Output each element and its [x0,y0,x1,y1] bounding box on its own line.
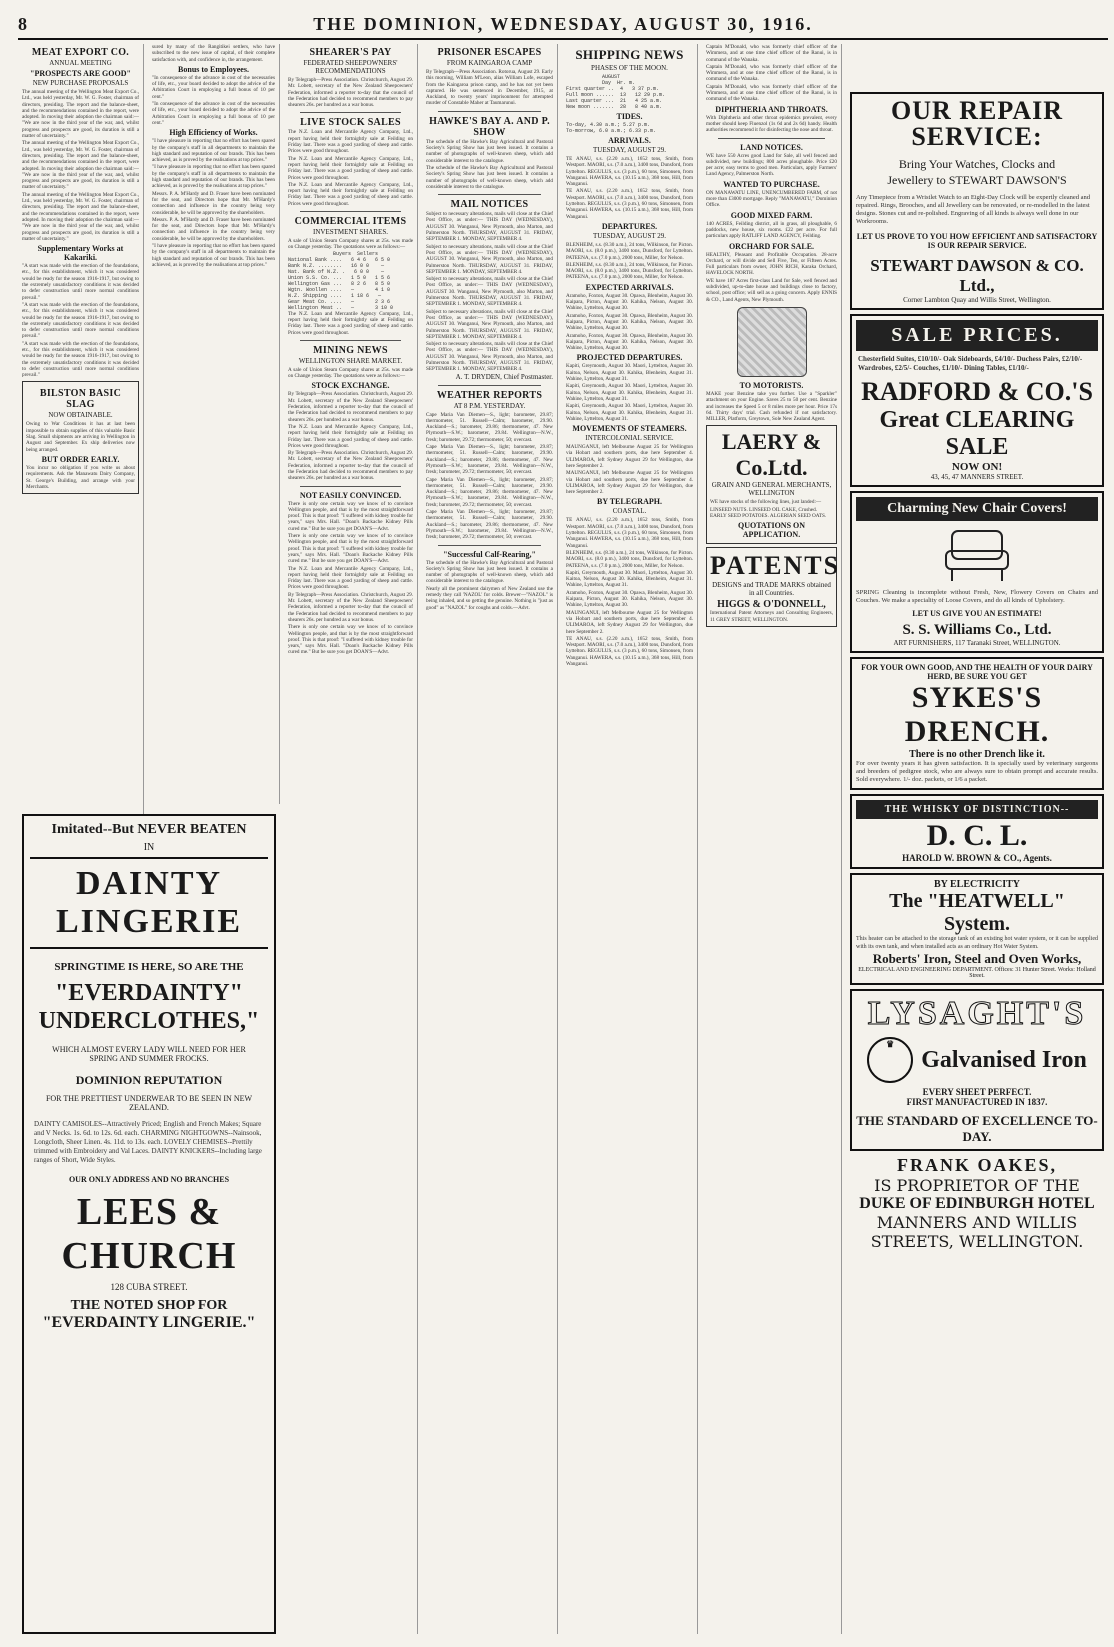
article-paragraph: Cape Maria Van Diemen—S., light; barometer, 29.87; thermometer, 51. Russell—Calm; barometer, 29.90. Auckland—S.; barometer, 29.86; thermometer, 47. New Plymouth—S.W.; barometer, 29.84. Wellington—N.W., fresh; barometer, 29.72; thermometer, 50; overcast. [426,509,553,541]
advert-tagline: Bring Your Watches, Clocks and Jewellery to STEWART DAWSON'S [887,157,1067,187]
article-subhead: PHASES OF THE MOON. [591,64,668,72]
article-subhead: INVESTMENT SHARES. [313,228,388,237]
crown-trademark-icon: ♛ [867,1037,913,1083]
article-paragraph: Captain M'Donald, who was formerly chief officer of the Wimmera, and at one time chief officer of the Ranui, is in command of the Wanaka. [706,83,837,103]
divider [438,385,541,386]
divider [438,545,541,546]
article-paragraph: Messrs. P. A. M'Hardy and D. Fraser have been nominated for the seat, and Directors hope that Mr. M'Hardy's connection and influence in the country being very considerable, he will be approved by the shareholders. [152,190,275,216]
advert-address: ELECTRICAL AND ENGINEERING DEPARTMENT. Offices: 31 Hunter Street. Works: Holland Street. [858,967,1096,979]
advert-address: 43, 45, 47 MANNERS STREET. [930,473,1024,481]
advert-title: BILSTON BASIC SLAG [39,388,122,411]
advert-product: "EVERDAINTY" UNDERCLOTHES," [38,980,260,1034]
article-subhead: NOT EASILY CONVINCED. [299,490,402,500]
advert-title: The "HEATWELL" System. [889,890,1065,935]
advert-body: You incur no obligation if you write us about requirements. Ask the Manawatu Dairy Company, St. George's Building, and arrange with your Merchants. [26,464,135,490]
repair-service-advert [850,92,1104,310]
lees-church-advert [22,814,276,1634]
advert-firm: Roberts' Iron, Steel and Oven Works, [872,951,1082,966]
article-paragraph: "I have pleasure in reporting that no effort has been spared by the company's staff in all departments to maintain the high standard and reputation of our brands. This has been achieved, as is proved by the realisations at top prices." [152,138,275,164]
advert-title: SYKES'S DRENCH. [904,681,1050,748]
article-subhead: TUESDAY, AUGUST 29. [593,231,666,240]
article-paragraph: There is only one certain way we know of to convince Wellington people, and that is by the most straightforward proof. This is that proof: "I suffered with kidney trouble for years," says Mrs. Hall. "Doan's Backache Kidney Pills cured me." But be sure you get DOAN'S—Advt. [288,533,413,565]
article-paragraph: The N.Z. Loan and Mercantile Agency Company, Ltd., report having held their fortnightly sale at Feilding on Friday last. There was a good yarding of sheep and cattle. Prices were good throughout. [288,155,413,181]
advert-title: D. C. L. [926,819,1028,852]
advert-address: MANNERS AND WILLIS STREETS, WELLINGTON. [870,1213,1084,1251]
article-subhead: GOOD MIXED FARM. [730,210,813,220]
advert-list: LINSEED NUTS. LINSEED OIL CAKE, Crushed. EARLY SEED POTATOES. ALGERIAN SEED OATS. [710,506,827,519]
advert-callout: QUOTATIONS ON APPLICATION. [737,521,806,540]
advert-firm: S. S. Williams Co., Ltd. [902,622,1052,638]
article-subhead: AT 8 P.M. YESTERDAY. [453,401,526,410]
advert-callout: BUT ORDER EARLY. [41,454,120,464]
advert-body: Owing to War Conditions it has at last been impossible to obtain supplies of this valuable Basic Slag. Small shipments are arriving in Wellington in August and September. Ex ship deliveries now being arranged. [26,421,135,453]
article-paragraph: The schedule of the Hawke's Bay Agricultural and Pastoral Society's Spring Show has just been issued. It contains a number of photographs of well-known sheep, which add considerable interest to the catalogue. [426,138,553,164]
article-paragraph: Aramoho, Foxton, August 30. Opawa, Blenheim, August 30. Kaipara, Picton, August 30. Kahika, Nelson, August 30. Wahine, Lyttelton, August 30. [566,589,693,609]
divider [438,194,541,195]
advert-banner: SALE PRICES. [856,320,1098,351]
divider [300,486,401,487]
article-subhead: ARRIVALS. [608,136,651,145]
article-paragraph: MAUNGANUI, left Melbourne August 25 for Wellington via Hobart and southern ports, due here September 4. ULIMAROA, left Sydney August 29 for Wellington, due here September 2. [566,444,693,469]
article-signature: A. T. DRYDEN, Chief Postmaster. [455,372,553,381]
article-paragraph: Subject to necessary alterations, mails will close at the Chief Post Office, as under:— THIS DAY (WEDNESDAY), AUGUST 30. Wanganui, New Plymouth, also Marton, and Palmerston North. THURSDAY, AUGUST 31. FRIDAY, SEPTEMBER 1. MONDAY, SEPTEMBER 4. [426,341,553,373]
advert-body: WE have stocks of the following lines, just landed:— [710,499,822,506]
article-subhead: MOVEMENTS OF STEAMERS. [572,424,687,434]
article-paragraph: Nearly all the prominent dairymen of New Zealand use the remedy they call 'NAZOL' for colds. Brewer—"NAZOL" is being inhaled, and so getting the genuine. Nothing is "just as good" as "NAZOL" for coughs and colds.—Advt. [426,585,553,611]
article-paragraph: The N.Z. Loan and Mercantile Agency Company, Ltd., report having held their fortnightly sale at Feilding on Friday last. There was a good yarding of sheep and cattle. Prices were good throughout. [288,129,413,155]
article-title: MEAT EXPORT CO. [31,47,130,58]
article-paragraph: Captain M'Donald, who was formerly chief officer of the Wimmera, and at one time chief officer of the Ranui, is in command of the Wanaka. [706,63,837,83]
divider [300,340,401,341]
article-subhead: COASTAL. [612,507,647,516]
article-subhead: ANNUAL MEETING [49,59,112,67]
sykes-drench-advert [850,657,1104,790]
advert-title: Great CLEARING SALE [879,407,1075,460]
slag-advert [22,381,139,494]
article-paragraph: Subject to necessary alterations, mails will close at the Chief Post Office, as under:— THIS DAY (WEDNESDAY), AUGUST 30. Wanganui, New Plymouth, also Marton, and Palmerston North. THURSDAY, AUGUST 31. FRIDAY, SEPTEMBER 1. MONDAY, SEPTEMBER 4. [426,308,553,340]
article-paragraph: Aramoho, Foxton, August 30. Opawa, Blenheim, August 30. Kaipara, Picton, August 30. Kahika, Nelson, August 30. Wahine, Lyttelton, August 30. [566,312,693,332]
advert-callout: There is no other Drench like it. [909,749,1045,760]
advert-body: Any Timepiece from a Wristlet Watch to an Eight-Day Clock will be expertly cleaned and repaired. Rings, Brooches, and all Jewellery can be renovated, or re-modelled in the latest designs. Stones cut and re-polished. Engraving of all kinds is always well done in our Workrooms. [856,194,1090,225]
article-paragraph: "I have pleasure in reporting that no effort has been spared by the company's staff in all departments to maintain the high standard and reputation of our brands. This has been achieved, as is proved by the realisations at top prices." [152,243,275,268]
divider [300,211,401,212]
advert-name: FRANK OAKES, [896,1155,1057,1175]
advert-title: LYSAGHT'S [867,995,1087,1032]
advert-firm: HIGGS & O'DONNELL, [717,599,826,611]
advert-street: 128 CUBA STREET. [110,1282,188,1292]
article-paragraph: "I have pleasure in reporting that no effort has been spared by the company's staff in all departments to maintain the high standard and reputation of our brands. This has been achieved, as is proved by the realisations at top prices." [152,164,275,190]
advert-lead: FOR YOUR OWN GOOD, AND THE HEALTH OF YOUR DAIRY HERD, BE SURE YOU GET [861,663,1093,681]
divider [438,111,541,112]
article-paragraph: The N.Z. Loan and Mercantile Agency Company, Ltd., report having held their fortnightly sale at Feilding on Friday last. There was a good yarding of sheep and cattle. Prices were good throughout. [288,423,413,449]
classified-ad: WE have 187 Acres first-class Land for Sale, well fenced and subdivided, up-to-date house and buildings close to factory, school, post office; will sell as a going concern. Apply ENNIS & CO., Land Agents, New Plymouth. [706,277,837,303]
article-paragraph: The N.Z. Loan and Mercantile Agency Company, Ltd., report having held their fortnightly sale at Feilding on Friday last. There was a good yarding of sheep and cattle. Prices were good throughout. [288,310,413,336]
article-paragraph: There is only one certain way we know of to convince Wellington people, and that is by the most straightforward proof. This is that proof: "I suffered with kidney trouble for years," says Mrs. Hall. "Doan's Backache Kidney Pills cured me." But be sure you get DOAN'S—Advt. [288,500,413,532]
article-paragraph: Subject to necessary alterations, mails will close at the Chief Post Office, as under:— THIS DAY (WEDNESDAY), AUGUST 30. Wanganui, New Plymouth, also Marton, and Palmerston North. THURSDAY, AUGUST 31. FRIDAY, SEPTEMBER 1. MONDAY, SEPTEMBER 4. [426,211,553,243]
article-paragraph: TE ANAU, s.s. (2.20 a.m.), 1652 tons, Smith, from Westport. MAORI, s.s. (7.0 a.m.), 3400 tons, Dunsford, from Lyttelton. REGULUS, s.s. (3 p.m.), 60 tons, Simonsen, from Wanganui. HAWERA, s.s. (10.15 a.m.), 368 tons, Hill, from Wanganui. [566,188,693,220]
article-title: SHIPPING NEWS [575,47,684,62]
article-subhead: FEDERATED SHEEPOWNERS' RECOMMENDATIONS [303,59,398,75]
article-paragraph: By Telegraph—Press Association. Christchurch, August 29. Mr. Lobett, secretary of the New Zealand Sheepowners' Federation, informed a reporter to-day that the council of the Federation had decided to recommend members to pay shearers 26s. per hundred as a war bonus. [288,77,413,109]
advert-callout: FIRST MANUFACTURED IN 1837. [906,1097,1048,1107]
article-paragraph: The schedule of the Hawke's Bay Agricultural and Pastoral Society's Spring Show has just been issued. It contains a number of photographs of well-known sheep, which add considerable interest to the catalogue. [426,559,553,585]
article-paragraph: Kapiti, Greymouth, August 30. Maori, Lyttelton, August 30. Kaitoa, Nelson, August 30. Kahika, Blenheim, August 31. Wahine, Lyttelton, August 31. [566,363,693,383]
article-title: LIVE STOCK SALES [300,117,401,129]
article-paragraph: Messrs. P. A. M'Hardy and D. Fraser have been nominated for the seat, and Directors hope that Mr. M'Hardy's connection and influence in the country being very considerable, he will be approved by the shareholders. [152,216,275,242]
advert-banner: Charming New Chair Covers! [856,497,1098,521]
advert-shop-2: "EVERDAINTY LINGERIE." [42,1314,256,1331]
article-subhead: WELLINGTON SHARE MARKET. [298,356,403,365]
share-table: Buyers Sellers National Bank .... 6 4 6 6 5 0 Bank N.Z. ........ 16 0 0 — Nat. Bank of N.Z. . 6 0 0 — Union S.S. Co. ... 1 5 0 1 5 6 Wellington Gas ... 8 2 6 8 5 0 Wgtn. Woollen .... — 4 1 0 N.Z. Shipping .... 1 18 6 — Gear Meat Co. .... — 2 3 6 Wellington Meat .. — 3 10 0 [288,250,394,311]
classified-ad: WE have 550 Acres good Land for Sale, all well fenced and subdivided, new buildings; 800 acres ploughable. Price £20 per acre; easy terms to good men. Particulars, apply Farmers' Land Agency, Palmerston North. [706,152,837,178]
advert-shop: THE NOTED SHOP FOR [70,1298,228,1313]
article-subhead: DIPHTHERIA AND THROATS. [715,104,828,114]
dcl-whisky-advert [850,794,1104,869]
advert-in: IN [143,842,155,853]
article-paragraph: BLENHEIM, s.s. (8.30 a.m.), 24 tons, Wilkinson, for Picton. MAORI, s.s. (8.0 p.m.), 3400 tons, Dunsford, for Lyttelton. PATEENA, s.s. (7.0 p.m.), 2000 tons, Miller, for Nelson. [566,261,693,281]
advert-body: International Patent Attorneys and Consulting Engineers, 11 GREY STREET, WELLINGTON. [710,610,833,623]
article-paragraph: Subject to necessary alterations, mails will close at the Chief Post Office, as under:— THIS DAY (WEDNESDAY), AUGUST 30. Wanganui, New Plymouth, also Marton, and Palmerston North. THURSDAY, AUGUST 31. FRIDAY, SEPTEMBER 1. MONDAY, SEPTEMBER 4. [426,243,553,275]
article-paragraph: A sale of Union Steam Company shares at 25s. was made on Change yesterday. The quotations were as follows:— [288,238,413,251]
page-header [18,10,1108,40]
advert-brand: DAINTY LINGERIE [30,857,268,949]
advert-body: This heater can be attached to the storage tank of an existing hot water system, or it can be supplied with its own tank, and when installed acts as an ordinary Hot Water System. [856,936,1098,950]
article-paragraph: With Diphtheria and other throat epidemics prevalent, every mother should keep Fluenzol (1s 6d and 2s 6d) handy. Health authorities recommend it for disinfecting the nose and throat. [706,114,837,134]
article-title: HAWKE'S BAY A. AND P. SHOW [429,115,550,138]
advert-title: PATENTS [710,551,841,581]
article-subhead: PROJECTED DEPARTURES. [576,353,683,363]
article-title: SHEARER'S PAY [309,47,392,58]
advert-title: DUKE OF EDINBURGH HOTEL [859,1195,1095,1212]
column-5 [562,44,698,1634]
column-7-adverts [846,44,1108,1640]
article-subhead: INTERCOLONIAL SERVICE. [585,434,674,443]
radford-advert [850,314,1104,487]
article-paragraph: The annual meeting of the Wellington Meat Export Co., Ltd., was held yesterday, Mr. W. G. Foster, chairman of directors, presiding. The report and the balance-sheet, and the recommendations contained in the report, were adopted. In moving their adoption the chairman said:— "We are now in the third year of the war, and, whilst progress and prospects are good, its duration is still a matter of uncertainty." [22,191,139,242]
advert-address: ART FURNISHERS, 117 Taranaki Street, WELLINGTON. [893,639,1061,647]
article-title: MINING NEWS [313,344,388,356]
article-paragraph: Aramoho, Foxton, August 30. Opawa, Blenheim, August 30. Kaipara, Picton, August 30. Kahika, Nelson, August 30. Wahine, Lyttelton, August 30. [566,332,693,352]
article-paragraph: The annual meeting of the Wellington Meat Export Co., Ltd., was held yesterday, Mr. W. G. Foster, chairman of directors, presiding. The report and the balance-sheet, and the recommendations contained in the report, were adopted. In moving their adoption the chairman said:— "We are now in the third year of the war, and, whilst progress and prospects are good, its duration is still a matter of uncertainty." [22,89,139,140]
laery-advert [706,425,837,544]
moon-table: AUGUST Day Hr. m. First quarter .. 4 3 37 p.m. Full moon ...... 13 12 29 p.m. Last quarter ... 21 4 25 a.m. New moon ....... 28 8 40 a.m. [566,74,666,110]
divider [718,138,825,139]
advert-slogan: THE STANDARD OF EXCELLENCE TO-DAY. [856,1113,1098,1144]
article-subhead: High Efficiency of Works. [169,128,258,138]
advert-subtitle: NOW OBTAINABLE. [48,411,113,420]
motorist-illustration [737,307,807,377]
article-paragraph: By Telegraph—Press Association. Rotorua, August 29. Early this morning, William M'Leon, alias William Lofe, escaped from the Kaingaroa prison camp, and he has not yet been captured. He was sentenced in December, 1915, at Auckland, to twenty years' imprisonment for attempted murder of Constable Maher at Taumarunui. [426,69,553,107]
advert-callout: NOW ON! [951,461,1003,473]
masthead: THE DOMINION, WEDNESDAY, AUGUST 30, 1916. [313,14,813,34]
article-paragraph: Kapiti, Greymouth, August 30. Maori, Lyttelton, August 30. Kaitoa, Nelson, August 30. Kahika, Blenheim, August 31. Wahine, Lyttelton, August 31. [566,569,693,589]
article-subhead: STOCK EXCHANGE. [311,381,390,391]
article-paragraph: Kapiti, Greymouth, August 30. Maori, Lyttelton, August 30. Kaitoa, Nelson, August 30. Kahika, Blenheim, August 31. Wahine, Lyttelton, August 31. [566,403,693,422]
article-paragraph: By Telegraph—Press Association. Christchurch, August 29. Mr. Lobett, secretary of the New Zealand Sheepowners' Federation, informed a reporter to-day that the council of the Federation had decided to recommend members to pay shearers 26s. per hundred as a war bonus. [288,391,413,423]
column-6 [702,44,842,1634]
article-title: WEATHER REPORTS [436,389,543,401]
advert-product: Galvanised Iron [921,1046,1087,1073]
article-subhead: ORCHARD FOR SALE. [728,241,815,251]
patents-advert [706,547,841,627]
article-subhead: NEW PURCHASE PROPOSALS [32,79,129,87]
column-2 [148,44,280,804]
article-subhead: Supplementary Works at Kakariki. [37,244,124,263]
article-paragraph: Kapiti, Greymouth, August 30. Maori, Lyttelton, August 30. Kaitoa, Nelson, August 30. Kahika, Blenheim, August 31. Wahine, Lyttelton, August 31. [566,383,693,402]
article-subhead: LAND NOTICES. [740,142,803,152]
article-title: PRISONER ESCAPES [437,47,542,58]
advert-lead: Imitated--But NEVER BEATEN [51,822,247,837]
classified-ad: 140 ACRES, Feilding district, all in grass, all ploughable, 6 paddocks, new house, six rooms. £22 per acre. For full particulars apply RATLIFF LAND AGENCY, Feilding. [706,220,837,240]
advert-tagline: WHICH ALMOST EVERY LADY WILL NEED FOR HER SPRING AND SUMMER FROCKS. [52,1045,246,1063]
article-paragraph: TE ANAU, s.s. (2.20 a.m.), 1652 tons, Smith, from Westport. MAORI, s.s. (7.0 a.m.), 3400 tons, Dunsford, from Lyttelton. REGULUS, s.s. (3 p.m.), 60 tons, Simonsen, from Wanganui. HAWERA, s.s. (10.15 a.m.), 368 tons, Hill, from Wanganui. [566,156,693,188]
article-paragraph: BLENHEIM, s.s. (8.30 a.m.), 24 tons, Wilkinson, for Picton. MAORI, s.s. (8.0 p.m.), 3400 tons, Dunsford, for Lyttelton. PATEENA, s.s. (7.0 p.m.), 2000 tons, Miller, for Nelson. [566,549,693,569]
article-subhead: "PROSPECTS ARE GOOD" [30,69,131,78]
advert-callout: LET US PROVE TO YOU HOW EFFICIENT AND SATISFACTORY IS OUR REPAIR SERVICE. [856,232,1098,250]
article-title: COMMERCIAL ITEMS [294,216,407,228]
advert-body: For over twenty years it has given satisfaction. It is specially used by veterinary surgeons and breeders of pedigree stock, who are always sure to obtain prompt and accurate results. Sold everywhere. 1/- doz. packets, or 1/6 a packet. [856,760,1098,783]
advert-spring: SPRINGTIME IS HERE, SO ARE THE [54,961,244,973]
article-title: MAIL NOTICES [450,199,529,211]
advert-callout: EVERY SHEET PERFECT. [922,1087,1032,1097]
article-paragraph: Captain M'Donald, who was formerly chief officer of the Wimmera, and at one time chief officer of the Ranui, is in command of the Wanaka. [706,44,837,63]
advert-best: FOR THE PRETTIEST UNDERWEAR TO BE SEEN IN NEW ZEALAND. [45,1094,253,1112]
advert-title: OUR REPAIR SERVICE: [890,96,1064,151]
article-paragraph: "A start was made with the erection of the foundations, etc., for this establishment, which it was considered would be ready for the season 1916-1917, but owing to the extremely unsatisfactory conditions it was decided to defer construction until more normal conditions prevail." [22,340,139,379]
classified-ad: MAKE your Benzine take you further. Use a "Sparkler" attachment on your Engine. Saves 25 to 50 per cent. Benzine and increases the Speed 5 or 8 miles more per hour. Price 17s 6d. Thirty days' trial. Cash refunded if not satisfactory. MILLER, Platform, Greytown, Sole New Zealand Agent. [706,390,837,423]
advert-subtitle: DESIGNS and TRADE MARKS obtained in all Countries. [712,581,831,598]
article-subhead: "Successful Calf-Rearing," [443,549,536,559]
article-subhead: BY TELEGRAPH. [597,497,662,507]
article-subhead: TIDES. [616,112,643,121]
advert-firm: LEES & CHURCH [61,1191,237,1277]
advert-firm: STEWART DAWSON & CO. Ltd., [870,256,1084,295]
tides-table: To-day, 4.30 a.m.; 5.27 p.m. To-morrow, 6.0 a.m.; 6.33 p.m. [566,122,657,134]
article-paragraph: There is only one certain way we know of to convince Wellington people, and that is by the most straightforward proof. This is that proof: "I suffered with kidney trouble for years," says Mrs. Hall. "Doan's Backache Kidney Pills cured me." But be sure you get DOAN'S—Advt. [288,624,413,656]
article-paragraph: The N.Z. Loan and Mercantile Agency Company, Ltd., report having held their fortnightly sale at Feilding on Friday last. There was a good yarding of sheep and cattle. Prices were good throughout. [288,565,413,591]
article-paragraph: sured by many of the Rangitikei settlers, who have subscribed to the new issue of capital, of their complete satisfaction with, and confidence in, the arrangement. [152,44,275,63]
article-subhead: TUESDAY, AUGUST 29. [593,146,666,154]
article-paragraph: "In consequence of the advance in cost of the necessaries of life, etc., your board decided to adopt the advice of the Arbitration Court in employing a full bonus of 10 per cent." [152,101,275,126]
article-subhead: EXPECTED ARRIVALS. [585,282,674,292]
advert-text: IS PROPRIETOR OF THE [874,1176,1080,1195]
article-paragraph: A sale of Union Steam Company shares at 25s. was made on Change yesterday. The quotations were as follows:— [288,366,413,380]
article-paragraph: Cape Maria Van Diemen—S., light; barometer, 29.87; thermometer, 51. Russell—Calm; barometer, 29.90. Auckland—S.; barometer, 29.86; thermometer, 47. New Plymouth—S.W.; barometer, 29.84. Wellington—N.W., fresh; barometer, 29.72; thermometer, 50; overcast. [426,444,553,476]
article-paragraph: "A start was made with the erection of the foundations, etc., for this establishment, which it was considered would be ready for the season 1916-1917, but owing to the extremely unsatisfactory conditions it was decided to defer construction until more normal conditions prevail." [22,301,139,340]
page-number: 8 [18,14,27,34]
advert-lead: BY ELECTRICITY [933,879,1021,890]
article-paragraph: Cape Maria Van Diemen—S., light; barometer, 29.87; thermometer, 51. Russell—Calm; barometer, 29.90. Auckland—S.; barometer, 29.86; thermometer, 47. New Plymouth—S.W.; barometer, 29.84. Wellington—N.W., fresh; barometer, 29.72; thermometer, 50; overcast. [426,411,553,443]
advert-banner: THE WHISKY OF DISTINCTION-- [856,800,1098,819]
divider [300,112,401,113]
advert-firm: HAROLD W. BROWN & CO., Agents. [902,853,1052,863]
article-paragraph: TE ANAU, s.s. (2.20 a.m.), 1652 tons, Smith, from Westport. MAORI, s.s. (7.0 a.m.), 3400 tons, Dunsford, from Lyttelton. REGULUS, s.s. (3 p.m.), 60 tons, Simonsen, from Wanganui. HAWERA, s.s. (10.15 a.m.), 368 tons, Hill, from Wanganui. [566,517,693,549]
article-subhead: TO MOTORISTS. [739,380,804,390]
column-3 [284,44,418,1634]
article-subhead: FROM KAINGAROA CAMP [446,59,533,67]
article-paragraph: "In consequence of the advance in cost of the necessaries of life, etc., your board decided to adopt the advice of the Arbitration Court in employing a full bonus of 10 per cent." [152,74,275,100]
armchair-icon [940,525,1014,585]
advert-firm: LAERY & Co.Ltd. [721,429,822,481]
hotel-advert [850,1155,1104,1251]
advert-address-note: OUR ONLY ADDRESS AND NO BRANCHES [68,1175,230,1184]
advert-subtitle: GRAIN AND GENERAL MERCHANTS, WELLINGTON [711,481,832,498]
advert-prices: Chesterfield Suites, £10/10/- Oak Sideboards, £4/10/- Duchess Pairs, £2/10/- Wardrobes, £2/5/- Couches, £1/10/- Dining Tables, £1/10/- [858,355,1083,372]
classified-ad: HEALTHY, Pleasant and Profitable Occupation. 28-acre Orchard, or will divide and Sell Five, Ten, or Fifteen Acres. Full particulars from owner, JOHN RICH, Karaka Orchard, HAVELOCK NORTH. [706,251,837,277]
article-paragraph: MAUNGANUI, left Melbourne August 25 for Wellington via Hobart and southern ports, due here September 4. ULIMAROA, left Sydney August 29 for Wellington, due here September 2. [566,609,693,635]
article-paragraph: BLENHEIM, s.s. (8.30 a.m.), 24 tons, Wilkinson, for Picton. MAORI, s.s. (8.0 p.m.), 3400 tons, Dunsford, for Lyttelton. PATEENA, s.s. (7.0 p.m.), 2000 tons, Miller, for Nelson. [566,241,693,261]
advert-firm: RADFORD & CO.'S [861,377,1093,406]
article-paragraph: By Telegraph—Press Association. Christchurch, August 29. Mr. Lobett, secretary of the New Zealand Sheepowners' Federation, informed a reporter to-day that the council of the Federation had decided to recommend members to pay shearers 26s. per hundred as a war bonus. [288,591,413,623]
chair-covers-advert [850,491,1104,653]
article-paragraph: Aramoho, Foxton, August 30. Opawa, Blenheim, August 30. Kaipara, Picton, August 30. Kahika, Nelson, August 30. Wahine, Lyttelton, August 30. [566,292,693,312]
column-4 [422,44,558,1634]
article-subhead: Bonus to Employees. [178,64,249,74]
lysaght-advert [850,989,1104,1151]
article-paragraph: MAUNGANUI, left Melbourne August 25 for Wellington via Hobart and southern ports, due here September 4. ULIMAROA, left Sydney August 29 for Wellington, due here September 2. [566,470,693,496]
article-paragraph: By Telegraph—Press Association. Christchurch, August 29. Mr. Lobett, secretary of the New Zealand Sheepowners' Federation, informed a reporter to-day that the council of the Federation had decided to recommend members to pay shearers 26s. per hundred as a war bonus. [288,450,413,482]
article-paragraph: Subject to necessary alterations, mails will close at the Chief Post Office, as under:— THIS DAY (WEDNESDAY), AUGUST 30. Wanganui, New Plymouth, also Marton, and Palmerston North. THURSDAY, AUGUST 31. FRIDAY, SEPTEMBER 1. MONDAY, SEPTEMBER 4. [426,276,553,308]
article-subhead: WANTED TO PURCHASE. [723,179,820,189]
article-paragraph: Cape Maria Van Diemen—S., light; barometer, 29.87; thermometer, 51. Russell—Calm; barometer, 29.90. Auckland—S.; barometer, 29.86; thermometer, 47. New Plymouth—S.W.; barometer, 29.84. Wellington—N.W., fresh; barometer, 29.72; thermometer, 50; overcast. [426,476,553,508]
article-subhead: DEPARTURES. [601,221,658,231]
advert-reputation: DOMINION REPUTATION [75,1073,223,1087]
article-paragraph: The N.Z. Loan and Mercantile Agency Company, Ltd., report having held their fortnightly sale at Feilding on Friday last. There was a good yarding of sheep and cattle. Prices were good throughout. [288,181,413,207]
article-paragraph: The annual meeting of the Wellington Meat Export Co., Ltd., was held yesterday, Mr. W. G. Foster, chairman of directors, presiding. The report and the balance-sheet, and the recommendations contained in the report, were adopted. In moving their adoption the chairman said:— "We are now in the third year of the war, and, whilst progress and prospects are good, its duration is still a matter of uncertainty." [22,140,139,191]
advert-address: Corner Lambton Quay and Willis Street, Wellington. [903,296,1051,304]
article-paragraph: TE ANAU, s.s. (2.20 a.m.), 1652 tons, Smith, from Westport. MAORI, s.s. (7.0 a.m.), 3400 tons, Dunsford, from Lyttelton. REGULUS, s.s. (3 p.m.), 60 tons, Simonsen, from Wanganui. HAWERA, s.s. (10.15 a.m.), 368 tons, Hill, from Wanganui. [566,635,693,667]
advert-callout: LET US GIVE YOU AN ESTIMATE! [912,609,1042,618]
heatwell-advert [850,873,1104,985]
advert-items: DAINTY CAMISOLES--Attractively Priced; English and French Makes; Square and V Necks. 1s. 6d. to 12s. 6d. each. CHARMING NIGHTGOWNS--Nainsook, Longcloth, Sheer Linen. 4s. 11d. to 13s. each. LOVELY CHEMISES--Prettily trimmed with Embroidery and Val Laces. DAINTY KNICKERS--Including large ranges of Short, Wide Styles. [34,1120,262,1164]
article-paragraph: "A start was made with the erection of the foundations, etc., for this establishment, which it was considered would be ready for the season 1916-1917, but owing to the extremely unsatisfactory conditions it was decided to defer construction until more normal conditions prevail." [22,263,139,301]
advert-body: SPRING Cleaning is incomplete without Fresh, New, Flowery Covers on Chairs and Couches. We make a speciality of Loose Covers, and do all kinds of Upholstery. [856,589,1098,604]
classified-ad: ON MANAWATU LINE, UNENCUMBERED FARM, of not more than £3000 mortgage. Reply "MANAWATU," Dominion Office. [706,189,837,209]
article-paragraph: The schedule of the Hawke's Bay Agricultural and Pastoral Society's Spring Show has just been issued. It contains a number of photographs of well-known sheep, which add considerable interest to the catalogue. [426,164,553,190]
